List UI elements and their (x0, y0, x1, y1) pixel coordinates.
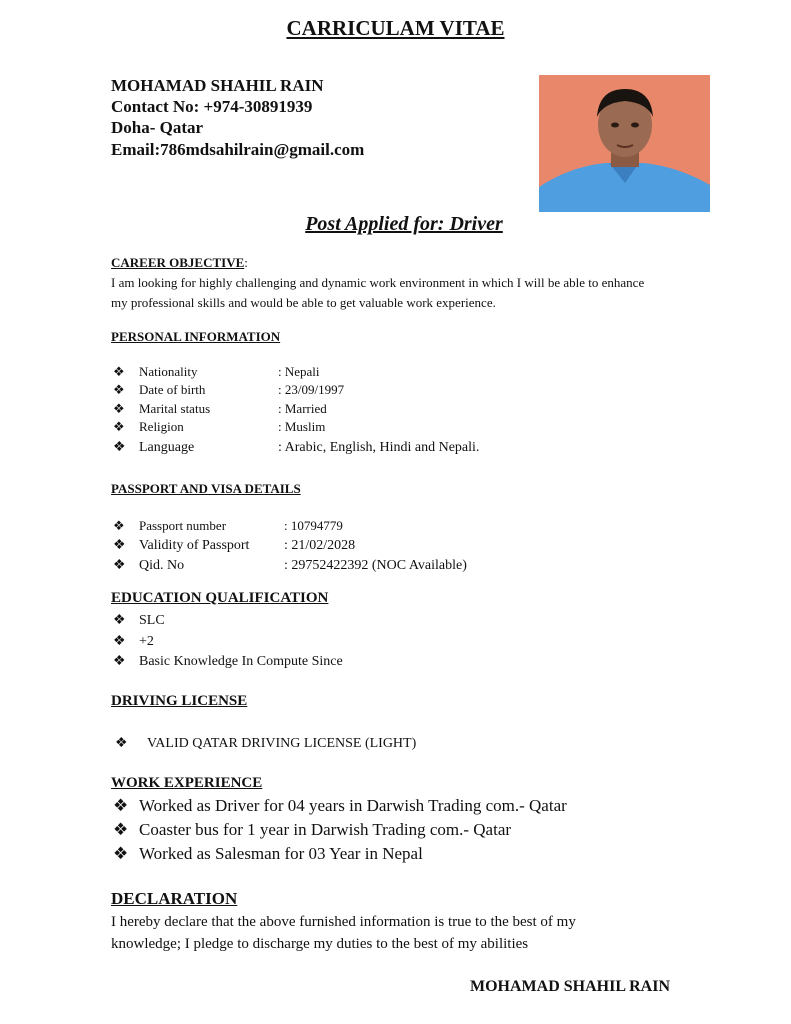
contact-number: Contact No: +974-30891939 (111, 97, 313, 116)
bullet-icon: ❖ (113, 382, 125, 397)
education-heading: EDUCATION QUALIFICATION (111, 590, 329, 606)
declaration-line-1: I hereby declare that the above furnished information is true to the best of my (111, 914, 576, 930)
bullet-icon: ❖ (113, 419, 125, 434)
work-experience-text: Worked as Salesman for 03 Year in Nepal (139, 844, 423, 863)
person-portrait-icon (539, 75, 710, 212)
post-applied: Post Applied for: Driver (305, 213, 503, 235)
personal-info-value: : 23/09/1997 (278, 382, 345, 397)
passport-value: : 21/02/2028 (284, 538, 356, 553)
declaration-heading: DECLARATION (111, 889, 238, 908)
bullet-icon: ❖ (113, 844, 129, 863)
passport-value: : 29752422392 (NOC Available) (284, 558, 467, 573)
personal-info-label: Language (139, 440, 195, 455)
bullet-icon: ❖ (113, 820, 129, 839)
location: Doha- Qatar (111, 118, 204, 137)
work-experience-text: Worked as Driver for 04 years in Darwish Trading com.- Qatar (139, 796, 567, 815)
education-text: Basic Knowledge In Compute Since (139, 654, 343, 669)
personal-info-value: : Muslim (278, 419, 326, 434)
personal-info-value: : Married (278, 401, 327, 416)
driving-license-text: VALID QATAR DRIVING LICENSE (LIGHT) (147, 736, 417, 751)
career-objective-line-1: I am looking for highly challenging and dynamic work environment in which I will be able to enhance (111, 275, 645, 290)
bullet-icon: ❖ (113, 558, 126, 573)
applicant-name: MOHAMAD SHAHIL RAIN (111, 76, 324, 95)
personal-information-heading: PERSONAL INFORMATION (111, 329, 281, 344)
bullet-icon: ❖ (113, 518, 125, 533)
declaration-line-2: knowledge; I pledge to discharge my duties to the best of my abilities (111, 936, 529, 952)
personal-info-value: : Nepali (278, 364, 320, 379)
passport-value: : 10794779 (284, 518, 343, 533)
education-text: SLC (139, 613, 165, 628)
personal-info-label: Marital status (139, 401, 211, 416)
personal-info-value: : Arabic, English, Hindi and Nepali. (278, 440, 480, 455)
personal-info-label: Nationality (139, 364, 198, 379)
signature-name: MOHAMAD SHAHIL RAIN (470, 978, 671, 995)
passport-heading: PASSPORT AND VISA DETAILS (111, 481, 301, 496)
career-objective-colon: : (244, 255, 248, 270)
bullet-icon: ❖ (113, 364, 125, 379)
bullet-icon: ❖ (113, 401, 125, 416)
bullet-icon: ❖ (113, 613, 126, 628)
email: Email:786mdsahilrain@gmail.com (111, 140, 365, 159)
work-experience-heading: WORK EXPERIENCE (111, 775, 263, 791)
profile-photo (539, 75, 710, 212)
bullet-icon: ❖ (113, 440, 126, 455)
personal-info-label: Date of birth (139, 382, 206, 397)
career-objective-heading: CAREER OBJECTIVE (111, 255, 245, 270)
career-objective-heading-wrap (111, 255, 248, 271)
personal-info-label: Religion (139, 419, 184, 434)
passport-label: Validity of Passport (139, 538, 250, 553)
education-text: +2 (139, 634, 154, 649)
driving-license-heading: DRIVING LICENSE (111, 693, 248, 709)
passport-label: Passport number (139, 518, 227, 533)
passport-label: Qid. No (139, 558, 185, 573)
bullet-icon: ❖ (113, 538, 126, 553)
bullet-icon: ❖ (113, 654, 126, 669)
work-experience-text: Coaster bus for 1 year in Darwish Trading com.- Qatar (139, 820, 512, 839)
bullet-icon: ❖ (113, 634, 126, 649)
bullet-icon: ❖ (115, 736, 128, 751)
document-title: CARRICULAM VITAE (286, 16, 505, 40)
bullet-icon: ❖ (113, 796, 129, 815)
career-objective-line-2: my professional skills and would be able to get valuable work experience. (111, 295, 496, 310)
